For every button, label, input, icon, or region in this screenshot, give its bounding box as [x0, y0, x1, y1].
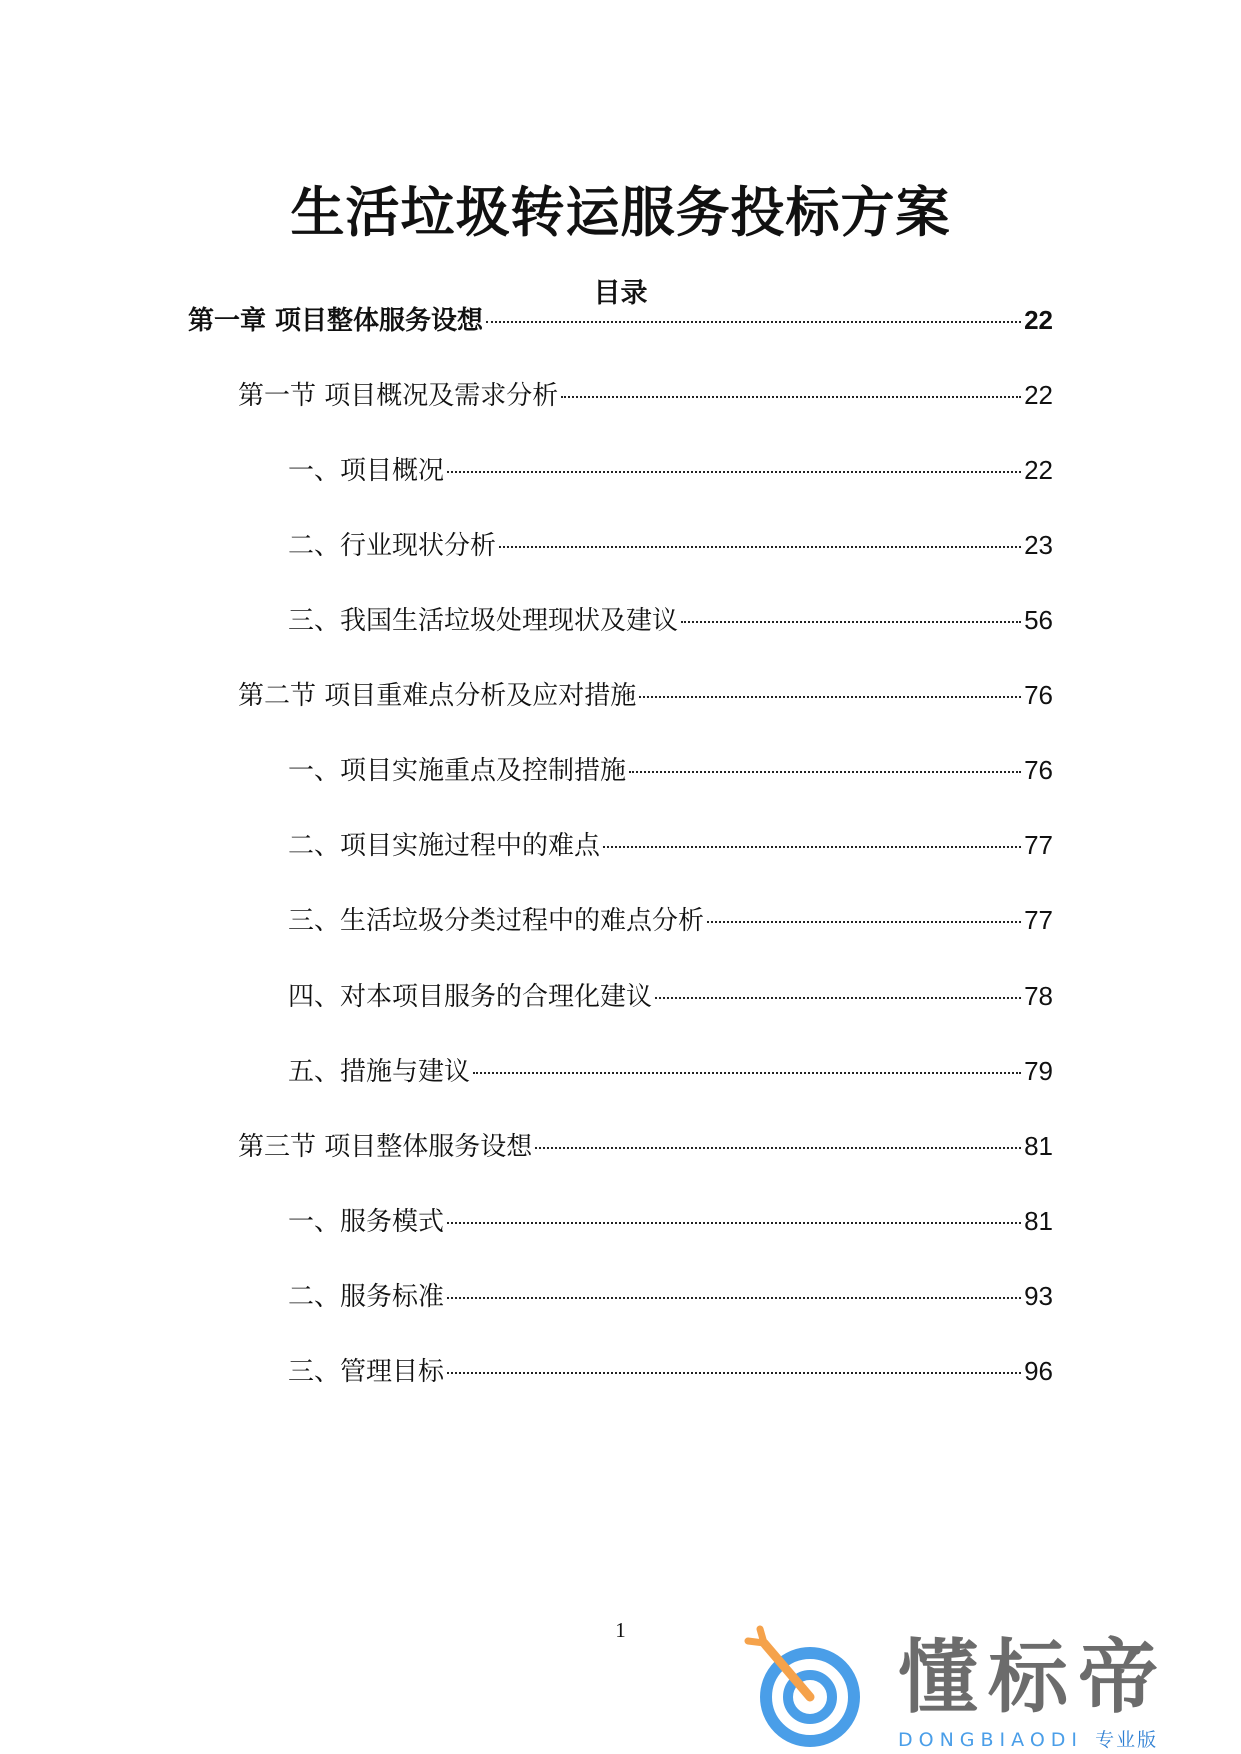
- toc-dot-leader: [447, 1222, 1021, 1224]
- toc-entry-page: 81: [1024, 1206, 1053, 1236]
- toc-entry[interactable]: [288, 600, 1053, 640]
- toc-entry-label: 一、服务模式: [288, 1207, 445, 1237]
- toc-dot-leader: [655, 997, 1021, 999]
- toc-dot-leader: [603, 846, 1021, 848]
- watermark-latin: DONGBIAODI: [898, 1729, 1084, 1751]
- toc-entry-page: 81: [1024, 1131, 1053, 1161]
- toc-entry[interactable]: [288, 1051, 1053, 1091]
- watermark-subtitle: [898, 1725, 1158, 1752]
- toc-entry[interactable]: [288, 976, 1053, 1016]
- toc-entry-label: 第二节 项目重难点分析及应对措施: [238, 681, 637, 711]
- toc-dot-leader: [486, 321, 1021, 323]
- toc-entry-page: 77: [1024, 830, 1053, 860]
- toc-entry-page: 96: [1024, 1356, 1053, 1386]
- toc-entry-label: 一、项目概况: [288, 456, 445, 486]
- toc-entry[interactable]: [288, 825, 1053, 865]
- toc-dot-leader: [681, 621, 1021, 623]
- toc-entry-label: 第三节 项目整体服务设想: [238, 1132, 533, 1162]
- toc-entry-page: 22: [1024, 380, 1053, 410]
- toc-entry-label: 第一节 项目概况及需求分析: [238, 381, 559, 411]
- toc-entry[interactable]: [238, 1126, 1053, 1166]
- toc-dot-leader: [447, 1297, 1021, 1299]
- toc-entry-page: 22: [1024, 455, 1053, 485]
- toc-entry-page: 77: [1024, 905, 1053, 935]
- toc-dot-leader: [447, 471, 1021, 473]
- toc-entry[interactable]: [288, 525, 1053, 565]
- toc-entry-page: 23: [1024, 530, 1053, 560]
- toc-entry-page: 76: [1024, 755, 1053, 785]
- toc-entry[interactable]: [288, 1351, 1053, 1391]
- toc-dot-leader: [707, 921, 1021, 923]
- toc-dot-leader: [499, 546, 1021, 548]
- toc-entry[interactable]: [288, 1201, 1053, 1241]
- toc-entry[interactable]: [238, 375, 1053, 415]
- toc-dot-leader: [639, 696, 1021, 698]
- toc-entry-label: 三、管理目标: [288, 1357, 445, 1387]
- toc-entry[interactable]: [288, 900, 1053, 940]
- toc-entry-label: 三、生活垃圾分类过程中的难点分析: [288, 906, 705, 936]
- toc-entry-label: 第一章 项目整体服务设想: [188, 306, 484, 336]
- toc-dot-leader: [535, 1147, 1021, 1149]
- watermark-logo: [740, 1625, 1220, 1750]
- toc-entry[interactable]: [288, 750, 1053, 790]
- toc-entry-label: 二、行业现状分析: [288, 531, 497, 561]
- document-title: 生活垃圾转运服务投标方案: [290, 181, 951, 244]
- toc-entry-page: 22: [1024, 305, 1053, 335]
- toc-entry-label: 二、服务标准: [288, 1282, 445, 1312]
- toc-entry[interactable]: [188, 300, 1053, 340]
- toc-entry-label: 一、项目实施重点及控制措施: [288, 756, 627, 786]
- toc-entry-label: 三、我国生活垃圾处理现状及建议: [288, 606, 679, 636]
- toc-entry[interactable]: [288, 1276, 1053, 1316]
- page-number: 1: [615, 1618, 626, 1642]
- toc-entry-page: 56: [1024, 605, 1053, 635]
- toc-dot-leader: [473, 1072, 1021, 1074]
- toc-heading: 目录: [593, 278, 648, 309]
- toc-dot-leader: [629, 771, 1021, 773]
- toc-entry-label: 四、对本项目服务的合理化建议: [288, 982, 653, 1012]
- toc-entry-label: 二、项目实施过程中的难点: [288, 831, 601, 861]
- watermark-brand: 懂标帝: [898, 1631, 1168, 1724]
- watermark-edition: 专业版: [1095, 1729, 1159, 1751]
- toc-entry-page: 79: [1024, 1056, 1053, 1086]
- toc-entry-page: 78: [1024, 981, 1053, 1011]
- toc-dot-leader: [447, 1372, 1021, 1374]
- toc-entry[interactable]: [238, 675, 1053, 715]
- toc-entry[interactable]: [288, 450, 1053, 490]
- target-arrow-icon: [740, 1625, 890, 1750]
- toc-entry-page: 76: [1024, 680, 1053, 710]
- toc-dot-leader: [561, 396, 1021, 398]
- toc-entry-page: 93: [1024, 1281, 1053, 1311]
- toc-entry-label: 五、措施与建议: [288, 1057, 471, 1087]
